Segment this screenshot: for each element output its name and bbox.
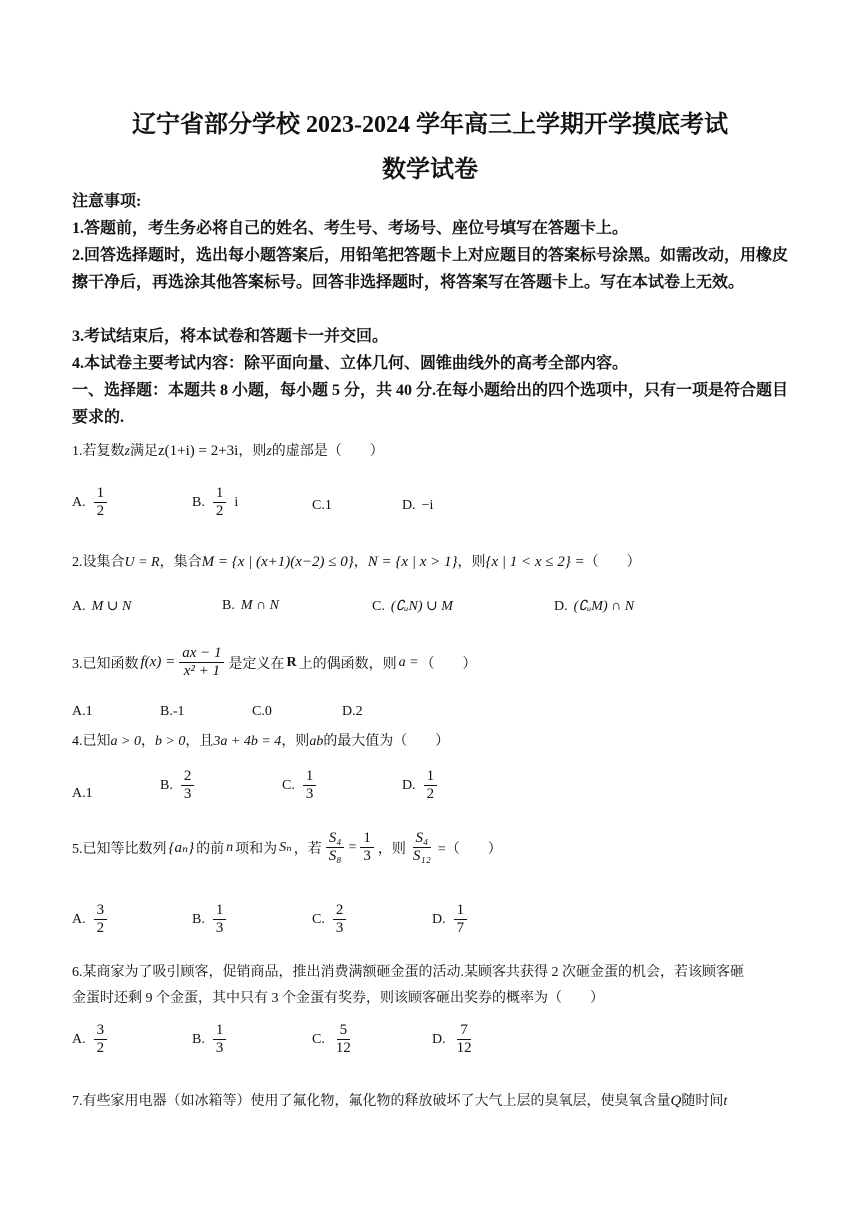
q6-option-a [72, 1022, 109, 1058]
fraction-numerator: 1 [454, 902, 468, 920]
q5-option-b [192, 902, 228, 938]
q4-option-b-fraction [181, 768, 195, 804]
q5-equals: = [348, 839, 357, 855]
q4-var-ab: ab [309, 734, 324, 749]
q4-option-d [402, 768, 439, 804]
q4-condition-a: a > 0 [110, 734, 141, 749]
q3-function-name: f(x) = [140, 654, 176, 671]
q2-tail: （ ） [584, 555, 641, 570]
fraction-denominator: 12 [335, 1040, 351, 1057]
q2-option-b-value: M ∩ N [240, 598, 279, 613]
q6-option-c-label: C. [312, 1031, 325, 1047]
q4-option-c-fraction [303, 768, 317, 804]
fraction-denominator: 2 [426, 786, 435, 803]
notice-heading: 注意事项: [72, 193, 142, 210]
q6-option-d [432, 1022, 477, 1058]
q2-target-set: {x | 1 < x ≤ 2} = [485, 554, 585, 570]
q1-option-d-value: −i [421, 498, 434, 513]
q4-option-b-label: B. [160, 777, 173, 793]
q5-sum: Sₙ [279, 840, 292, 856]
q5-middle-3: ，若 [293, 841, 322, 857]
q7-var-t: t [723, 1094, 728, 1109]
fraction-numerator: 2 [333, 902, 347, 920]
q5-ratio-s4-s8 [326, 830, 345, 866]
q4-middle: ，且 [185, 734, 214, 749]
q6-option-b [192, 1022, 228, 1058]
fraction-denominator: 3 [363, 848, 371, 865]
q2-set-n: N = {x | x > 1} [367, 554, 458, 570]
q5-middle-4: ，则 [377, 841, 406, 857]
question-6-line-2: 金蛋时还剩 9 个金蛋，其中只有 3 个金蛋有奖券，则该顾客砸出奖券的概率为（ ） [72, 991, 604, 1006]
q6-option-c [312, 1022, 356, 1058]
fraction-denominator: 3 [215, 920, 224, 937]
q5-sequence: {aₙ} [168, 840, 195, 857]
q5-middle: 的前 [196, 841, 225, 857]
question-4 [72, 730, 449, 750]
q7-middle: 随时间 [681, 1094, 724, 1109]
q2-option-c-label: C. [372, 598, 385, 614]
q4-option-a: A.1 [72, 786, 93, 801]
q2-middle: ，集合 [159, 555, 202, 570]
q5-option-a-label: A. [72, 911, 86, 927]
q4-option-d-label: D. [402, 777, 416, 793]
q6-option-a-fraction [94, 1022, 108, 1058]
q7-var-q: Q [670, 1093, 682, 1109]
q7-prefix: 7.有些家用电器（如冰箱等）使用了氟化物，氟化物的释放破坏了大气上层的臭氧层，使臭氧含量 [72, 1094, 671, 1109]
q4-equation: 3a + 4b = 4 [213, 734, 282, 749]
q1-option-b [192, 485, 238, 521]
q2-option-d [554, 598, 634, 615]
q6-option-c-fraction [333, 1022, 354, 1058]
exam-title: 辽宁省部分学校 2023-2024 学年高三上学期开学摸底考试 [132, 112, 728, 138]
q4-option-c-label: C. [282, 777, 295, 793]
q2-universal-set: U = R [124, 555, 160, 570]
q4-post: ，则 [281, 734, 310, 749]
fraction-numerator: 1 [94, 485, 108, 503]
q2-option-a-value: M ∪ N [91, 599, 132, 614]
q3-prefix: 3.已知函数 [72, 656, 139, 672]
q4-option-b [160, 768, 196, 804]
question-3 [72, 645, 477, 681]
q2-set-m: M = {x | (x+1)(x−2) ≤ 0} [201, 554, 354, 570]
q1-option-a [72, 485, 109, 521]
fraction-numerator: 3 [94, 902, 108, 920]
q3-tail: （ ） [420, 656, 477, 672]
q1-option-c: C.1 [312, 498, 332, 513]
q4-option-d-fraction [424, 768, 438, 804]
question-6-line-1: 6.某商家为了吸引顾客，促销商品，推出消费满额砸金蛋的活动.某顾客共获得 2 次砸金蛋的机会，若该顾客砸 [72, 965, 744, 980]
question-5 [72, 830, 502, 866]
q5-ratio-value [360, 830, 374, 866]
q5-option-c [312, 902, 348, 938]
q3-real-set: R [286, 654, 297, 670]
q1-middle: 满足 [129, 444, 158, 459]
fraction-denominator: 2 [96, 1040, 105, 1057]
fraction-denominator: 2 [96, 503, 105, 520]
fraction-denominator: 2 [215, 503, 224, 520]
q1-equation: z(1+i) = 2+3i [157, 443, 239, 459]
q1-option-a-fraction [94, 485, 108, 521]
q2-option-a-label: A. [72, 598, 86, 614]
q3-middle: 是定义在 [228, 656, 285, 672]
fraction-numerator: 1 [303, 768, 317, 786]
q5-middle-2: 项和为 [235, 841, 278, 857]
exam-subtitle: 数学试卷 [382, 157, 478, 183]
notice-item-4: 4.本试卷主要考试内容：除平面向量、立体几何、圆锥曲线外的高考全部内容。 [72, 355, 629, 372]
q5-option-b-label: B. [192, 911, 205, 927]
q2-option-d-value: (∁ᵤM) ∩ N [573, 599, 635, 614]
q5-var-n: n [226, 839, 234, 855]
q4-option-c [282, 768, 318, 804]
fraction-numerator: ax − 1 [179, 645, 224, 663]
q1-option-d-label: D. [402, 498, 416, 513]
q5-option-d [432, 902, 469, 938]
q1-post: ，则 [238, 444, 267, 459]
q1-option-b-fraction [213, 485, 227, 521]
q3-post: 上的偶函数，则 [298, 656, 397, 672]
notice-item-2: 2.回答选择题时，选出每小题答案后，用铅笔把答题卡上对应题目的答案标号涂黑。如需改动，用橡皮擦干净后，再选涂其他答案标号。回答非选择题时，将答案写在答题卡上。写在本试卷上无效。 [72, 247, 789, 291]
q2-option-c-value: (∁ᵤN) ∪ M [390, 599, 453, 614]
q6-option-b-label: B. [192, 1031, 205, 1047]
notice-item-1: 1.答题前，考生务必将自己的姓名、考生号、考场号、座位号填写在答题卡上。 [72, 220, 629, 237]
q3-option-d: D.2 [342, 704, 363, 719]
fraction-denominator: 3 [183, 786, 192, 803]
question-2 [72, 551, 641, 571]
fraction-denominator: S₈ [328, 848, 342, 865]
q5-option-d-fraction [454, 902, 468, 938]
q1-option-b-label: B. [192, 494, 205, 510]
notice-item-3: 3.考试结束后，将本试卷和答题卡一并交回。 [72, 328, 389, 345]
q2-option-b [222, 598, 279, 614]
q4-tail: 的最大值为（ ） [323, 734, 450, 749]
fraction-numerator: 2 [181, 768, 195, 786]
fraction-denominator: 3 [215, 1040, 224, 1057]
q1-tail: 的虚部是（ ） [271, 444, 384, 459]
fraction-denominator: 3 [305, 786, 314, 803]
fraction-denominator: S₁₂ [412, 848, 431, 865]
fraction-numerator: 3 [94, 1022, 108, 1040]
q1-prefix: 1.若复数 [72, 444, 125, 459]
fraction-denominator: 2 [96, 920, 105, 937]
fraction-numerator: S₄ [413, 830, 432, 848]
q2-option-b-label: B. [222, 598, 235, 613]
fraction-numerator: 1 [213, 1022, 227, 1040]
q4-condition-b: b > 0 [154, 734, 186, 749]
q1-option-b-unit: i [234, 494, 239, 510]
q3-var-a: a = [398, 654, 419, 670]
question-1 [72, 440, 384, 460]
q5-option-a-fraction [94, 902, 108, 938]
q5-option-d-label: D. [432, 911, 446, 927]
q2-post: ，则 [457, 555, 486, 570]
question-7 [72, 1090, 727, 1110]
q2-separator: ， [353, 555, 368, 570]
q2-option-c [372, 598, 453, 615]
q2-option-a [72, 598, 131, 615]
q5-option-c-label: C. [312, 911, 325, 927]
q6-option-d-fraction [454, 1022, 475, 1058]
fraction-numerator: 1 [424, 768, 438, 786]
section-heading-choice: 一、选择题：本题共 8 小题，每小题 5 分，共 40 分.在每小题给出的四个选项中，只有一项是符合题目要求的. [72, 382, 789, 426]
q4-prefix: 4.已知 [72, 734, 111, 749]
q5-prefix: 5.已知等比数列 [72, 841, 167, 857]
q6-option-b-fraction [213, 1022, 227, 1058]
fraction-denominator: x² + 1 [183, 663, 220, 680]
q3-option-b: B.-1 [160, 704, 185, 719]
q5-option-b-fraction [213, 902, 227, 938]
q3-option-c: C.0 [252, 704, 272, 719]
fraction-denominator: 3 [335, 920, 344, 937]
fraction-numerator: 1 [213, 485, 227, 503]
fraction-numerator: 1 [213, 902, 227, 920]
fraction-denominator: 12 [456, 1040, 472, 1057]
q5-option-c-fraction [333, 902, 347, 938]
q5-ratio-s4-s12 [410, 830, 434, 866]
fraction-numerator: 7 [457, 1022, 471, 1040]
q1-var-z-2: z [266, 444, 272, 459]
fraction-numerator: S₄ [326, 830, 345, 848]
q1-option-a-label: A. [72, 494, 86, 510]
q3-function-fraction [179, 645, 224, 681]
q3-option-a: A.1 [72, 704, 93, 719]
q5-tail: =（ ） [437, 841, 502, 857]
fraction-numerator: 1 [360, 830, 374, 848]
q2-option-d-label: D. [554, 598, 568, 614]
fraction-denominator: 7 [456, 920, 465, 937]
q6-option-d-label: D. [432, 1031, 446, 1047]
q4-separator: ， [140, 734, 155, 749]
q2-prefix: 2.设集合 [72, 555, 125, 570]
fraction-numerator: 5 [337, 1022, 351, 1040]
q1-var-z: z [124, 444, 130, 459]
q6-option-a-label: A. [72, 1031, 86, 1047]
q5-option-a [72, 902, 109, 938]
q1-option-d [402, 498, 433, 514]
